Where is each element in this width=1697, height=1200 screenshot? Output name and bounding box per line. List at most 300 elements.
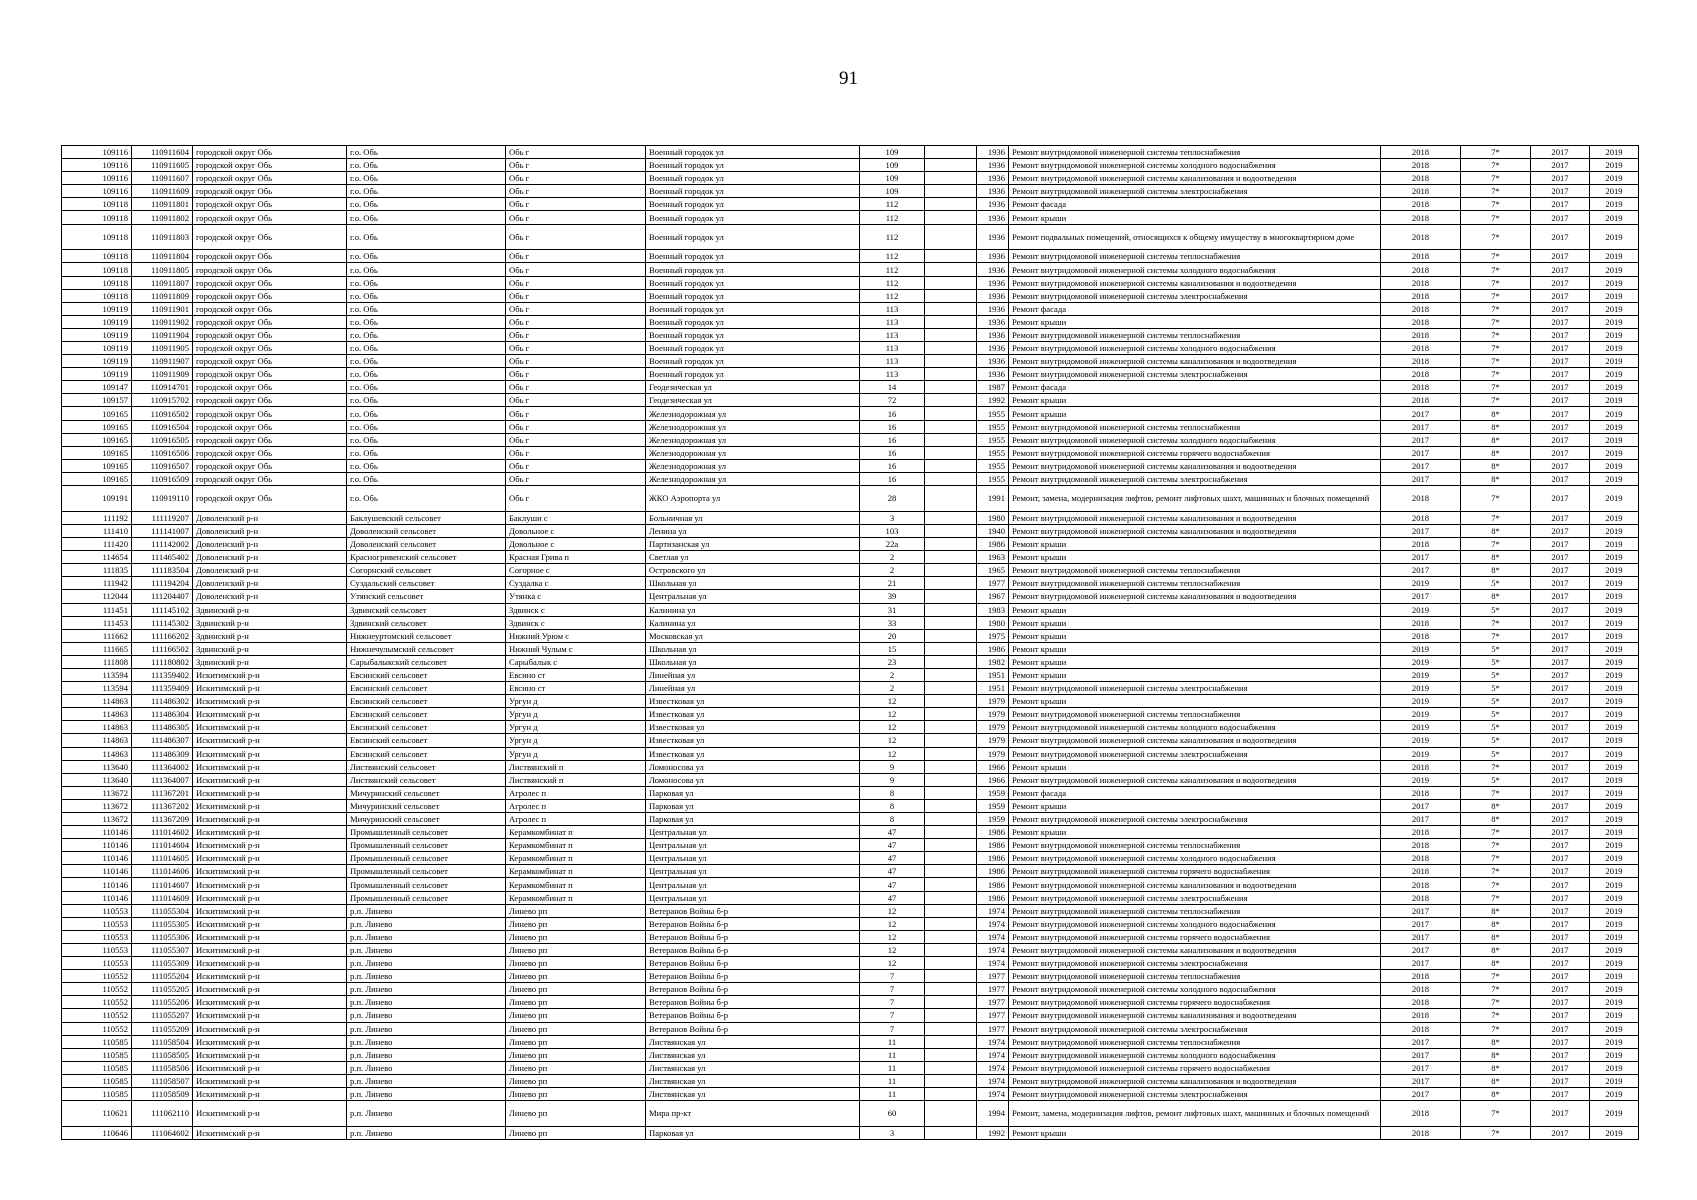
house-number-cell: 12 — [860, 747, 925, 760]
plan-year-cell: 2018 — [1381, 878, 1461, 891]
street-cell: Военный городок ул — [646, 289, 860, 302]
locality-cell: Обь г — [506, 446, 646, 459]
municipality-cell: Согорнский сельсовет — [347, 564, 506, 577]
work-type-cell: Ремонт внутридомовой инженерной системы теплоснабжения — [1009, 1035, 1381, 1048]
build-year-cell: 1959 — [977, 799, 1009, 812]
work-type-cell: Ремонт внутридомовой инженерной системы электроснабжения — [1009, 185, 1381, 198]
end-year-cell: 2019 — [1590, 721, 1639, 734]
start-year-cell: 2017 — [1531, 629, 1590, 642]
work-id-cell: 111055209 — [132, 1022, 193, 1035]
house-number-cell: 47 — [860, 839, 925, 852]
street-cell: Листвянская ул — [646, 1048, 860, 1061]
plan-year-cell: 2018 — [1381, 355, 1461, 368]
record-id-cell: 109119 — [62, 368, 132, 381]
end-year-cell: 2019 — [1590, 355, 1639, 368]
build-year-cell: 1986 — [977, 891, 1009, 904]
start-year-cell: 2017 — [1531, 773, 1590, 786]
street-cell: Железнодорожная ул — [646, 446, 860, 459]
table-row — [62, 1035, 1639, 1048]
table-row — [62, 263, 1639, 276]
house-number-cell: 12 — [860, 943, 925, 956]
start-year-cell: 2017 — [1531, 957, 1590, 970]
house-number-cell: 47 — [860, 891, 925, 904]
build-year-cell: 1936 — [977, 302, 1009, 315]
record-id-cell: 110553 — [62, 904, 132, 917]
start-year-cell: 2017 — [1531, 695, 1590, 708]
record-id-cell: 110146 — [62, 826, 132, 839]
house-number-cell: 12 — [860, 721, 925, 734]
record-id-cell: 110585 — [62, 1087, 132, 1100]
record-id-cell: 110621 — [62, 1101, 132, 1127]
locality-cell: Довольное с — [506, 538, 646, 551]
start-year-cell: 2017 — [1531, 1035, 1590, 1048]
start-year-cell: 2017 — [1531, 826, 1590, 839]
street-cell: Листвянская ул — [646, 1087, 860, 1100]
district-cell: Искитимский р-н — [193, 996, 347, 1009]
plan-year-cell: 2018 — [1381, 250, 1461, 263]
table-row — [62, 524, 1639, 537]
district-cell: городской округ Обь — [193, 172, 347, 185]
work-id-cell: 110911805 — [132, 263, 193, 276]
work-id-cell: 110916507 — [132, 459, 193, 472]
record-id-cell: 109119 — [62, 342, 132, 355]
record-id-cell: 110553 — [62, 943, 132, 956]
building-cell — [925, 1126, 977, 1139]
district-cell: Доволенский р-н — [193, 524, 347, 537]
record-id-cell: 111451 — [62, 603, 132, 616]
district-cell: городской округ Обь — [193, 315, 347, 328]
building-cell — [925, 943, 977, 956]
plan-year-cell: 2018 — [1381, 368, 1461, 381]
priority-cell: 8* — [1461, 957, 1531, 970]
table-row — [62, 996, 1639, 1009]
street-cell: Военный городок ул — [646, 263, 860, 276]
priority-cell: 7* — [1461, 983, 1531, 996]
building-cell — [925, 983, 977, 996]
record-id-cell: 109119 — [62, 355, 132, 368]
building-cell — [925, 655, 977, 668]
street-cell: Военный городок ул — [646, 185, 860, 198]
work-id-cell: 111014605 — [132, 852, 193, 865]
priority-cell: 7* — [1461, 328, 1531, 341]
start-year-cell: 2017 — [1531, 668, 1590, 681]
locality-cell: Обь г — [506, 342, 646, 355]
municipality-cell: р.п. Линево — [347, 970, 506, 983]
work-id-cell: 111014607 — [132, 878, 193, 891]
work-id-cell: 111359409 — [132, 682, 193, 695]
locality-cell: Обь г — [506, 302, 646, 315]
street-cell: Железнодорожная ул — [646, 420, 860, 433]
municipality-cell: Баклушевский сельсовет — [347, 511, 506, 524]
table-row — [62, 564, 1639, 577]
table-row — [62, 185, 1639, 198]
work-id-cell: 110911907 — [132, 355, 193, 368]
work-id-cell: 111359402 — [132, 668, 193, 681]
district-cell: Искитимский р-н — [193, 904, 347, 917]
start-year-cell: 2017 — [1531, 407, 1590, 420]
build-year-cell: 1979 — [977, 734, 1009, 747]
build-year-cell: 1986 — [977, 878, 1009, 891]
building-cell — [925, 826, 977, 839]
building-cell — [925, 695, 977, 708]
table-row — [62, 198, 1639, 211]
district-cell: Искитимский р-н — [193, 943, 347, 956]
record-id-cell: 111453 — [62, 616, 132, 629]
priority-cell: 8* — [1461, 459, 1531, 472]
priority-cell: 7* — [1461, 185, 1531, 198]
municipality-cell: г.о. Обь — [347, 420, 506, 433]
record-id-cell: 110553 — [62, 917, 132, 930]
start-year-cell: 2017 — [1531, 472, 1590, 485]
start-year-cell: 2017 — [1531, 146, 1590, 159]
build-year-cell: 1974 — [977, 1087, 1009, 1100]
table-row — [62, 1074, 1639, 1087]
municipality-cell: Промышленный сельсовет — [347, 891, 506, 904]
build-year-cell: 1980 — [977, 616, 1009, 629]
table-row — [62, 407, 1639, 420]
building-cell — [925, 538, 977, 551]
locality-cell: Линево рп — [506, 1022, 646, 1035]
work-type-cell: Ремонт внутридомовой инженерной системы горячего водоснабжения — [1009, 865, 1381, 878]
locality-cell: Линево рп — [506, 996, 646, 1009]
locality-cell: Керамкомбинат п — [506, 891, 646, 904]
work-id-cell: 111014606 — [132, 865, 193, 878]
house-number-cell: 2 — [860, 668, 925, 681]
build-year-cell: 1986 — [977, 642, 1009, 655]
house-number-cell: 23 — [860, 655, 925, 668]
work-type-cell: Ремонт внутридомовой инженерной системы канализования и водоотведения — [1009, 878, 1381, 891]
priority-cell: 8* — [1461, 433, 1531, 446]
building-cell — [925, 263, 977, 276]
work-id-cell: 110916509 — [132, 472, 193, 485]
end-year-cell: 2019 — [1590, 603, 1639, 616]
work-type-cell: Ремонт фасада — [1009, 381, 1381, 394]
record-id-cell: 110553 — [62, 957, 132, 970]
house-number-cell: 113 — [860, 328, 925, 341]
start-year-cell: 2017 — [1531, 224, 1590, 250]
house-number-cell: 14 — [860, 381, 925, 394]
start-year-cell: 2017 — [1531, 813, 1590, 826]
table-row — [62, 368, 1639, 381]
building-cell — [925, 891, 977, 904]
district-cell: городской округ Обь — [193, 394, 347, 407]
street-cell: Военный городок ул — [646, 368, 860, 381]
building-cell — [925, 433, 977, 446]
locality-cell: Довольное с — [506, 524, 646, 537]
district-cell: городской округ Обь — [193, 159, 347, 172]
work-type-cell: Ремонт крыши — [1009, 642, 1381, 655]
municipality-cell: р.п. Линево — [347, 930, 506, 943]
end-year-cell: 2019 — [1590, 420, 1639, 433]
record-id-cell: 109116 — [62, 159, 132, 172]
building-cell — [925, 917, 977, 930]
priority-cell: 8* — [1461, 472, 1531, 485]
table-row — [62, 420, 1639, 433]
house-number-cell: 11 — [860, 1087, 925, 1100]
municipality-cell: Евсинский сельсовет — [347, 747, 506, 760]
plan-year-cell: 2019 — [1381, 734, 1461, 747]
work-type-cell: Ремонт внутридомовой инженерной системы электроснабжения — [1009, 289, 1381, 302]
build-year-cell: 1936 — [977, 172, 1009, 185]
street-cell: Школьная ул — [646, 655, 860, 668]
house-number-cell: 21 — [860, 577, 925, 590]
district-cell: городской округ Обь — [193, 224, 347, 250]
building-cell — [925, 159, 977, 172]
locality-cell: Линево рп — [506, 917, 646, 930]
priority-cell: 7* — [1461, 146, 1531, 159]
work-type-cell: Ремонт внутридомовой инженерной системы теплоснабжения — [1009, 146, 1381, 159]
municipality-cell: Сарыбалыкский сельсовет — [347, 655, 506, 668]
record-id-cell: 110552 — [62, 1022, 132, 1035]
street-cell: Линейная ул — [646, 682, 860, 695]
house-number-cell: 12 — [860, 708, 925, 721]
district-cell: Искитимский р-н — [193, 957, 347, 970]
table-row — [62, 773, 1639, 786]
street-cell: Ветеранов Войны б-р — [646, 970, 860, 983]
end-year-cell: 2019 — [1590, 878, 1639, 891]
build-year-cell: 1974 — [977, 1061, 1009, 1074]
plan-year-cell: 2017 — [1381, 564, 1461, 577]
start-year-cell: 2017 — [1531, 289, 1590, 302]
build-year-cell: 1966 — [977, 773, 1009, 786]
building-cell — [925, 420, 977, 433]
table-row — [62, 904, 1639, 917]
work-id-cell: 111145302 — [132, 616, 193, 629]
street-cell: Геодезическая ул — [646, 394, 860, 407]
district-cell: Искитимский р-н — [193, 773, 347, 786]
building-cell — [925, 813, 977, 826]
house-number-cell: 2 — [860, 682, 925, 695]
table-row — [62, 642, 1639, 655]
house-number-cell: 109 — [860, 185, 925, 198]
district-cell: городской округ Обь — [193, 433, 347, 446]
build-year-cell: 1936 — [977, 224, 1009, 250]
start-year-cell: 2017 — [1531, 263, 1590, 276]
end-year-cell: 2019 — [1590, 826, 1639, 839]
end-year-cell: 2019 — [1590, 786, 1639, 799]
house-number-cell: 113 — [860, 302, 925, 315]
street-cell: Ветеранов Войны б-р — [646, 1022, 860, 1035]
record-id-cell: 109119 — [62, 315, 132, 328]
build-year-cell: 1936 — [977, 342, 1009, 355]
record-id-cell: 109118 — [62, 250, 132, 263]
building-cell — [925, 459, 977, 472]
locality-cell: Обь г — [506, 146, 646, 159]
start-year-cell: 2017 — [1531, 603, 1590, 616]
building-cell — [925, 1009, 977, 1022]
locality-cell: Линево рп — [506, 904, 646, 917]
table-row — [62, 734, 1639, 747]
work-type-cell: Ремонт внутридомовой инженерной системы электроснабжения — [1009, 368, 1381, 381]
start-year-cell: 2017 — [1531, 904, 1590, 917]
record-id-cell: 111662 — [62, 629, 132, 642]
district-cell: Доволенский р-н — [193, 511, 347, 524]
build-year-cell: 1951 — [977, 668, 1009, 681]
plan-year-cell: 2017 — [1381, 917, 1461, 930]
district-cell: городской округ Обь — [193, 381, 347, 394]
record-id-cell: 109116 — [62, 146, 132, 159]
locality-cell: Листвянский п — [506, 773, 646, 786]
work-id-cell: 111055304 — [132, 904, 193, 917]
house-number-cell: 12 — [860, 734, 925, 747]
municipality-cell: г.о. Обь — [347, 263, 506, 276]
table-row — [62, 146, 1639, 159]
municipality-cell: р.п. Линево — [347, 1087, 506, 1100]
start-year-cell: 2017 — [1531, 616, 1590, 629]
work-id-cell: 110911804 — [132, 250, 193, 263]
district-cell: городской округ Обь — [193, 302, 347, 315]
street-cell: Партизанская ул — [646, 538, 860, 551]
record-id-cell: 110146 — [62, 865, 132, 878]
building-cell — [925, 381, 977, 394]
municipality-cell: Мичуринский сельсовет — [347, 786, 506, 799]
table-row — [62, 381, 1639, 394]
house-number-cell: 8 — [860, 799, 925, 812]
start-year-cell: 2017 — [1531, 1022, 1590, 1035]
plan-year-cell: 2018 — [1381, 629, 1461, 642]
start-year-cell: 2017 — [1531, 355, 1590, 368]
build-year-cell: 1966 — [977, 760, 1009, 773]
municipality-cell: р.п. Линево — [347, 957, 506, 970]
street-cell: Ломоносова ул — [646, 773, 860, 786]
work-type-cell: Ремонт внутридомовой инженерной системы канализования и водоотведения — [1009, 773, 1381, 786]
build-year-cell: 1977 — [977, 577, 1009, 590]
work-id-cell: 110911902 — [132, 315, 193, 328]
start-year-cell: 2017 — [1531, 302, 1590, 315]
priority-cell: 5* — [1461, 721, 1531, 734]
municipality-cell: Доволенский сельсовет — [347, 538, 506, 551]
municipality-cell: р.п. Линево — [347, 983, 506, 996]
table-row — [62, 943, 1639, 956]
start-year-cell: 2017 — [1531, 185, 1590, 198]
house-number-cell: 113 — [860, 355, 925, 368]
work-type-cell: Ремонт фасада — [1009, 302, 1381, 315]
work-type-cell: Ремонт внутридомовой инженерной системы электроснабжения — [1009, 682, 1381, 695]
municipality-cell: р.п. Линево — [347, 1074, 506, 1087]
page-number: 91 — [839, 68, 858, 89]
start-year-cell: 2017 — [1531, 983, 1590, 996]
end-year-cell: 2019 — [1590, 159, 1639, 172]
priority-cell: 7* — [1461, 996, 1531, 1009]
municipality-cell: г.о. Обь — [347, 381, 506, 394]
locality-cell: Линево рп — [506, 1009, 646, 1022]
end-year-cell: 2019 — [1590, 1101, 1639, 1127]
work-id-cell: 111119207 — [132, 511, 193, 524]
work-id-cell: 110911901 — [132, 302, 193, 315]
building-cell — [925, 185, 977, 198]
locality-cell: Линево рп — [506, 1087, 646, 1100]
work-id-cell: 110916505 — [132, 433, 193, 446]
house-number-cell: 103 — [860, 524, 925, 537]
build-year-cell: 1977 — [977, 1009, 1009, 1022]
municipality-cell: г.о. Обь — [347, 368, 506, 381]
municipality-cell: р.п. Линево — [347, 917, 506, 930]
locality-cell: Ургун д — [506, 695, 646, 708]
street-cell: Военный городок ул — [646, 328, 860, 341]
build-year-cell: 1955 — [977, 459, 1009, 472]
house-number-cell: 16 — [860, 420, 925, 433]
street-cell: Известковая ул — [646, 695, 860, 708]
house-number-cell: 47 — [860, 826, 925, 839]
start-year-cell: 2017 — [1531, 878, 1590, 891]
building-cell — [925, 603, 977, 616]
record-id-cell: 111808 — [62, 655, 132, 668]
table-row — [62, 224, 1639, 250]
work-id-cell: 111364007 — [132, 773, 193, 786]
house-number-cell: 8 — [860, 786, 925, 799]
work-id-cell: 111055307 — [132, 943, 193, 956]
work-type-cell: Ремонт крыши — [1009, 1126, 1381, 1139]
street-cell: Центральная ул — [646, 826, 860, 839]
building-cell — [925, 839, 977, 852]
building-cell — [925, 668, 977, 681]
work-type-cell: Ремонт внутридомовой инженерной системы канализования и водоотведения — [1009, 943, 1381, 956]
build-year-cell: 1936 — [977, 328, 1009, 341]
build-year-cell: 1936 — [977, 276, 1009, 289]
plan-year-cell: 2019 — [1381, 655, 1461, 668]
building-cell — [925, 590, 977, 603]
locality-cell: Нижний Урюм с — [506, 629, 646, 642]
priority-cell: 7* — [1461, 1022, 1531, 1035]
work-type-cell: Ремонт внутридомовой инженерной системы электроснабжения — [1009, 813, 1381, 826]
house-number-cell: 31 — [860, 603, 925, 616]
table-row — [62, 865, 1639, 878]
table-row — [62, 1022, 1639, 1035]
district-cell: Искитимский р-н — [193, 1126, 347, 1139]
plan-year-cell: 2018 — [1381, 891, 1461, 904]
municipality-cell: г.о. Обь — [347, 198, 506, 211]
locality-cell: Обь г — [506, 394, 646, 407]
table-row — [62, 747, 1639, 760]
end-year-cell: 2019 — [1590, 616, 1639, 629]
priority-cell: 7* — [1461, 786, 1531, 799]
street-cell: Военный городок ул — [646, 224, 860, 250]
district-cell: Здвинский р-н — [193, 616, 347, 629]
work-type-cell: Ремонт крыши — [1009, 394, 1381, 407]
work-id-cell: 111145102 — [132, 603, 193, 616]
municipality-cell: Евсинский сельсовет — [347, 668, 506, 681]
plan-year-cell: 2018 — [1381, 865, 1461, 878]
building-cell — [925, 355, 977, 368]
work-type-cell: Ремонт внутридомовой инженерной системы канализования и водоотведения — [1009, 511, 1381, 524]
priority-cell: 5* — [1461, 682, 1531, 695]
locality-cell: Линево рп — [506, 970, 646, 983]
priority-cell: 8* — [1461, 930, 1531, 943]
district-cell: Искитимский р-н — [193, 734, 347, 747]
work-id-cell: 111194204 — [132, 577, 193, 590]
house-number-cell: 112 — [860, 211, 925, 224]
municipality-cell: Промышленный сельсовет — [347, 839, 506, 852]
locality-cell: Обь г — [506, 328, 646, 341]
district-cell: Искитимский р-н — [193, 1061, 347, 1074]
end-year-cell: 2019 — [1590, 1009, 1639, 1022]
district-cell: Здвинский р-н — [193, 655, 347, 668]
record-id-cell: 111665 — [62, 642, 132, 655]
building-cell — [925, 524, 977, 537]
work-type-cell: Ремонт внутридомовой инженерной системы теплоснабжения — [1009, 564, 1381, 577]
building-cell — [925, 865, 977, 878]
house-number-cell: 72 — [860, 394, 925, 407]
build-year-cell: 1992 — [977, 394, 1009, 407]
record-id-cell: 110552 — [62, 996, 132, 1009]
build-year-cell: 1977 — [977, 996, 1009, 1009]
district-cell: городской округ Обь — [193, 263, 347, 276]
municipality-cell: р.п. Линево — [347, 1101, 506, 1127]
district-cell: Искитимский р-н — [193, 930, 347, 943]
work-id-cell: 111058504 — [132, 1035, 193, 1048]
work-id-cell: 110911801 — [132, 198, 193, 211]
end-year-cell: 2019 — [1590, 668, 1639, 681]
